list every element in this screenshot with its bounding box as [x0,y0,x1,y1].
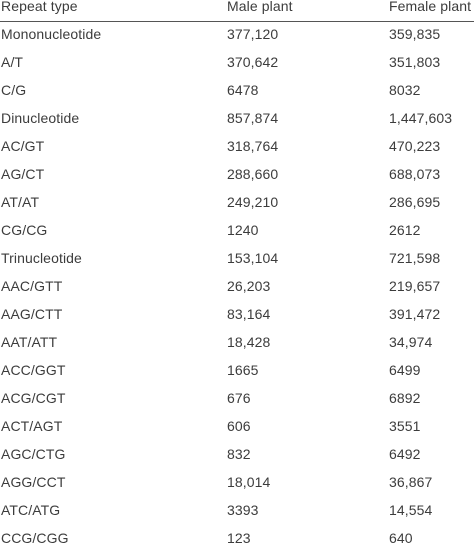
cell-male-plant: 153,104 [227,250,279,266]
cell-repeat-type: CCG/CGG [1,530,69,546]
cell-female-plant: 351,803 [389,54,441,70]
cell-female-plant: 286,695 [389,194,441,210]
cell-repeat-type: AGG/CCT [1,474,66,490]
cell-male-plant: 18,428 [227,334,271,350]
table-row [0,78,474,106]
table-body [0,22,474,552]
cell-female-plant: 8032 [389,82,421,98]
table-row [0,498,474,526]
cell-female-plant: 6892 [389,390,421,406]
cell-repeat-type: ACG/CGT [1,390,66,406]
cell-female-plant: 2612 [389,222,421,238]
cell-female-plant: 36,867 [389,474,433,490]
cell-female-plant: 688,073 [389,166,441,182]
table-row [0,106,474,134]
cell-repeat-type: ATC/ATG [1,502,61,518]
cell-male-plant: 83,164 [227,306,271,322]
table-row [0,526,474,554]
cell-male-plant: 3393 [227,502,259,518]
cell-female-plant: 219,657 [389,278,441,294]
table-row [0,50,474,78]
table-row [0,386,474,414]
cell-male-plant: 370,642 [227,54,279,70]
cell-repeat-type: Mononucleotide [1,26,102,42]
cell-male-plant: 832 [227,446,251,462]
cell-male-plant: 123 [227,530,251,546]
cell-female-plant: 3551 [389,418,421,434]
cell-repeat-type: ACC/GGT [1,362,66,378]
cell-male-plant: 6478 [227,82,259,98]
cell-male-plant: 318,764 [227,138,279,154]
cell-repeat-type: A/T [1,54,24,70]
cell-male-plant: 676 [227,390,251,406]
cell-repeat-type: AG/CT [1,166,45,182]
cell-male-plant: 1240 [227,222,259,238]
table-row [0,218,474,246]
cell-female-plant: 6492 [389,446,421,462]
header-female-plant: Female plant [389,0,472,14]
cell-female-plant: 721,598 [389,250,441,266]
cell-female-plant: 14,554 [389,502,433,518]
table-row [0,134,474,162]
table-row [0,302,474,330]
header-male-plant: Male plant [227,0,293,14]
cell-repeat-type: AAC/GTT [1,278,63,294]
table-row [0,162,474,190]
cell-male-plant: 377,120 [227,26,279,42]
table-row [0,470,474,498]
cell-repeat-type: Trinucleotide [1,250,82,266]
cell-female-plant: 34,974 [389,334,433,350]
cell-repeat-type: CG/CG [1,222,48,238]
table-row [0,358,474,386]
cell-female-plant: 391,472 [389,306,441,322]
cell-male-plant: 18,014 [227,474,271,490]
cell-male-plant: 606 [227,418,251,434]
cell-male-plant: 249,210 [227,194,279,210]
cell-repeat-type: Dinucleotide [1,110,80,126]
table-row [0,246,474,274]
cell-male-plant: 26,203 [227,278,271,294]
cell-repeat-type: AGC/CTG [1,446,66,462]
cell-repeat-type: ACT/AGT [1,418,63,434]
table-row [0,190,474,218]
cell-repeat-type: AAT/ATT [1,334,58,350]
table-row [0,22,474,50]
cell-female-plant: 640 [389,530,413,546]
table-row [0,414,474,442]
table-row [0,442,474,470]
header-repeat-type: Repeat type [1,0,78,14]
cell-female-plant: 1,447,603 [389,110,453,126]
table-row [0,274,474,302]
cell-repeat-type: AT/AT [1,194,40,210]
table-header-row [0,0,474,22]
cell-female-plant: 6499 [389,362,421,378]
cell-repeat-type: AAG/CTT [1,306,63,322]
cell-male-plant: 857,874 [227,110,279,126]
cell-repeat-type: AC/GT [1,138,45,154]
cell-female-plant: 470,223 [389,138,441,154]
cell-female-plant: 359,835 [389,26,441,42]
cell-repeat-type: C/G [1,82,27,98]
cell-male-plant: 1665 [227,362,259,378]
cell-male-plant: 288,660 [227,166,279,182]
table-row [0,330,474,358]
